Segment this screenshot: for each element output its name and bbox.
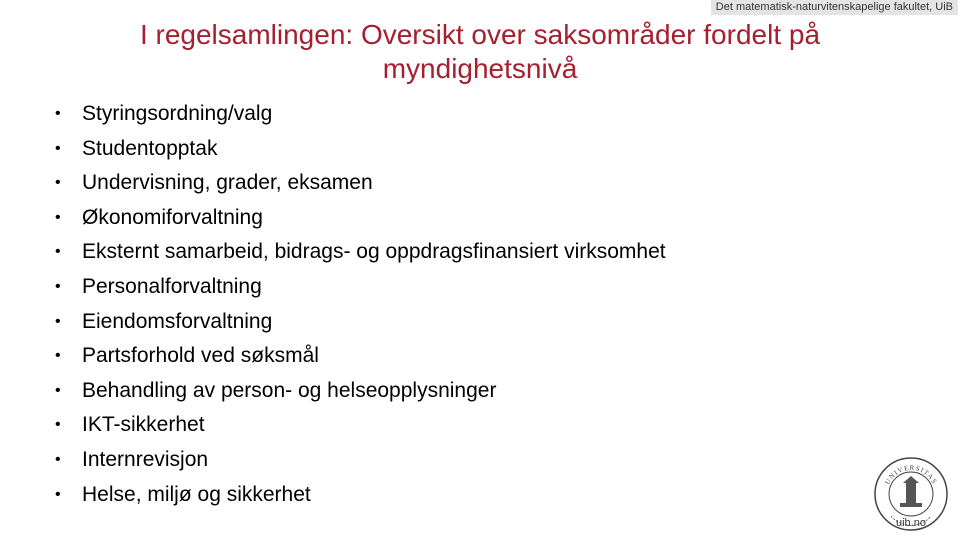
list-item: • Styringsordning/valg [55, 102, 273, 125]
list-item: • Økonomiforvaltning [55, 205, 263, 229]
bullet-list [48, 97, 666, 512]
list-item-text: Helse, miljø og sikkerhet [82, 482, 311, 506]
list-item: • Partsforhold ved søksmål [55, 344, 319, 368]
list-item: • Internrevisjon [55, 447, 209, 471]
list-item: • Behandling av person- og helseopplysninger [55, 378, 497, 402]
list-item-text: Eksternt samarbeid, bidrags- og oppdragsfinansiert virksomhet [82, 240, 666, 264]
website-label: uib.no [896, 517, 926, 529]
list-item: • Eksternt samarbeid, bidrags- og oppdragsfinansiert virksomhet [55, 240, 666, 264]
list-item-text: Undervisning, grader, eksamen [82, 171, 373, 195]
list-item: • Undervisning, grader, eksamen [55, 171, 373, 195]
list-item: • Studentopptak [55, 136, 218, 160]
list-item-text: Eiendomsforvaltning [82, 309, 273, 333]
list-item-text: Partsforhold ved søksmål [82, 344, 319, 368]
svg-text:UNIVERSITAS: UNIVERSITAS [883, 463, 939, 486]
list-item-text: IKT-sikkerhet [82, 413, 205, 437]
list-item: • IKT-sikkerhet [55, 413, 205, 437]
list-item-text: Studentopptak [82, 136, 218, 160]
faculty-header: Det matematisk-naturvitenskapelige fakultet, UiB [711, 0, 958, 15]
list-item-text: Økonomiforvaltning [82, 205, 263, 229]
list-item-text: Styringsordning/valg [82, 102, 273, 125]
list-item: • Personalforvaltning [55, 274, 262, 298]
list-item: • Helse, miljø og sikkerhet [55, 482, 311, 506]
list-item-text: Internrevisjon [82, 447, 209, 471]
slide-title: I regelsamlingen: Oversikt over saksområder fordelt på myndighetsnivå [139, 19, 821, 84]
list-item: • Eiendomsforvaltning [55, 309, 273, 333]
list-item-text: Personalforvaltning [82, 274, 262, 298]
list-item-text: Behandling av person- og helseopplysninger [82, 378, 497, 402]
